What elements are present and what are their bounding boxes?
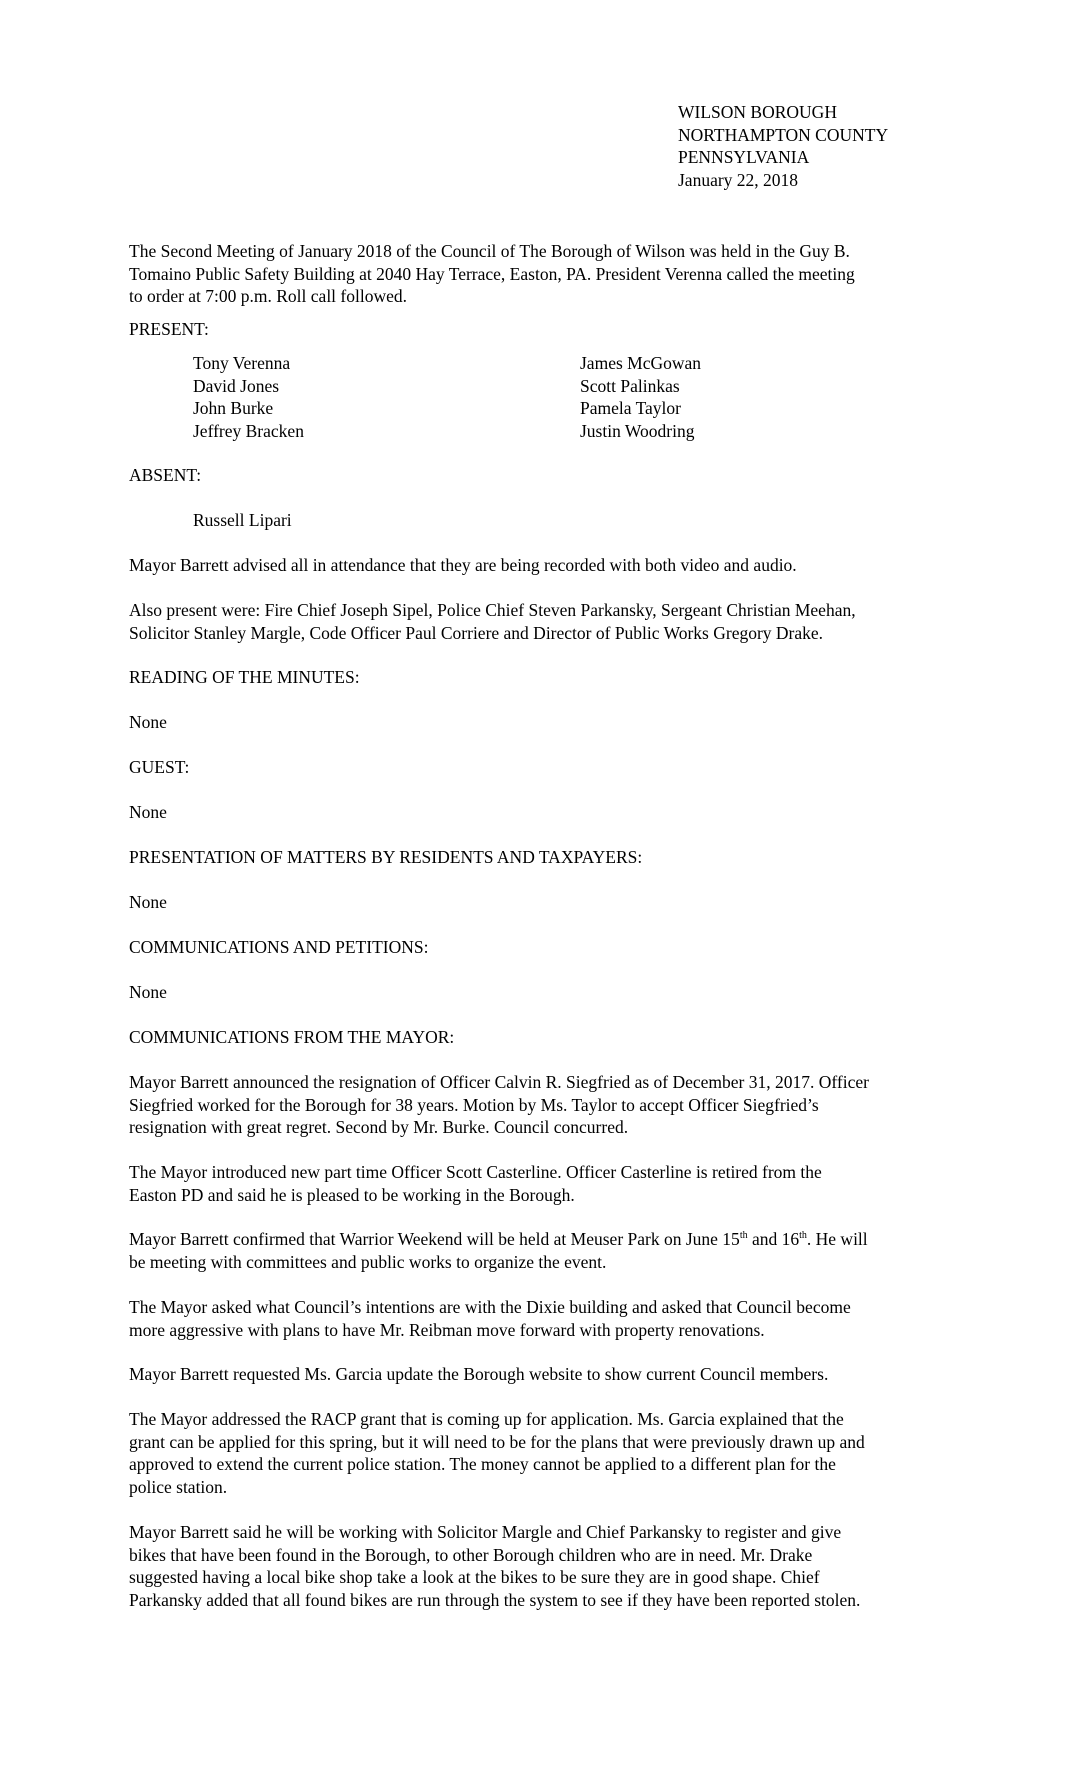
attendee-name: Tony Verenna [193,353,291,373]
also-present-line: Solicitor Stanley Margle, Code Officer Paul Corriere and Director of Public Works Gregory Drake. [129,622,824,643]
attendee-name: Jeffrey Bracken [193,420,304,441]
ordinal-suffix: th [799,1230,807,1242]
paragraph-line: police station. [129,1476,228,1497]
paragraph-line: bikes that have been found in the Borough, to other Borough children who are in need. Mr. Drake [129,1544,813,1565]
paragraph-line: Mayor Barrett announced the resignation of Officer Calvin R. Siegfried as of December 31, 2017. Officer [129,1072,869,1092]
mayor-heading: COMMUNICATIONS FROM THE MAYOR: [129,1027,455,1047]
absent-heading: ABSENT: [129,465,202,485]
paragraph-line: more aggressive with plans to have Mr. Reibman move forward with property renovations. [129,1319,765,1340]
attendee-name: Justin Woodring [580,420,695,441]
recording-notice: Mayor Barrett advised all in attendance that they are being recorded with both video and audio. [129,555,797,575]
attendee-name: Pamela Taylor [580,398,681,418]
ordinal-suffix: th [739,1230,748,1242]
attendee-name: James McGowan [580,353,702,373]
communications-body: None [129,982,167,1002]
paragraph-line: The Mayor introduced new part time Officer Scott Casterline. Officer Casterline is retired from the [129,1162,822,1182]
guest-heading: GUEST: [129,757,190,777]
meeting-date: January 22, 2018 [678,169,799,190]
mayor-paragraph-website [129,1363,969,1386]
paragraph-line: The Mayor asked what Council’s intentions are with the Dixie building and asked that Council become [129,1297,851,1317]
absent-name: Russell Lipari [193,510,292,530]
residents-body: None [129,892,167,912]
attendee-name: David Jones [193,375,280,396]
attendee-name: Scott Palinkas [580,375,680,396]
text-segment: . He will [806,1229,868,1249]
intro-line: Tomaino Public Safety Building at 2040 Hay Terrace, Easton, PA. President Verenna called the meeting [129,263,855,284]
mayor-paragraph-dixie-building [129,1296,969,1341]
paragraph-line: Mayor Barrett said he will be working with Solicitor Margle and Chief Parkansky to register and give [129,1522,842,1542]
county-name: NORTHAMPTON COUNTY [678,124,889,145]
present-left-column [193,352,304,442]
paragraph-line: Easton PD and said he is pleased to be working in the Borough. [129,1184,575,1205]
present-right-column [580,352,701,442]
guest-body: None [129,802,167,822]
paragraph-line: The Mayor addressed the RACP grant that is coming up for application. Ms. Garcia explained that the [129,1409,844,1429]
state-name: PENNSYLVANIA [678,147,810,167]
document-header [678,101,1058,191]
paragraph-line: Parkansky added that all found bikes are run through the system to see if they have been reported stolen. [129,1589,861,1610]
text-segment: Mayor Barrett confirmed that Warrior Weekend will be held at Meuser Park on June 15 [129,1229,740,1249]
paragraph-line: suggested having a local bike shop take a look at the bikes to be sure they are in good shape. Chief [129,1567,820,1587]
mayor-paragraph-warrior-weekend [129,1228,969,1273]
intro-line: to order at 7:00 p.m. Roll call followed. [129,286,408,306]
paragraph-line: Siegfried worked for the Borough for 38 years. Motion by Ms. Taylor to accept Officer Siegfried’s [129,1094,819,1115]
mayor-paragraph-racp-grant [129,1408,969,1498]
attendee-name: John Burke [193,398,274,418]
paragraph-line: be meeting with committees and public works to organize the event. [129,1251,607,1272]
also-present-line: Also present were: Fire Chief Joseph Sipel, Police Chief Steven Parkansky, Sergeant Christian Meehan, [129,600,856,620]
paragraph-line [129,1228,969,1251]
paragraph-line: Mayor Barrett requested Ms. Garcia update the Borough website to show current Council members. [129,1364,829,1384]
also-present-paragraph [129,599,969,644]
communications-heading: COMMUNICATIONS AND PETITIONS: [129,937,429,957]
residents-heading: PRESENTATION OF MATTERS BY RESIDENTS AND TAXPAYERS: [129,847,643,867]
text-segment: and 16 [747,1229,800,1249]
mayor-paragraph-bikes [129,1521,969,1611]
paragraph-line: approved to extend the current police station. The money cannot be applied to a different plan for the [129,1454,836,1474]
paragraph-line: grant can be applied for this spring, but it will need to be for the plans that were previously drawn up and [129,1431,865,1452]
intro-paragraph [129,240,969,308]
mayor-paragraph-resignation [129,1071,969,1139]
paragraph-line: resignation with great regret. Second by Mr. Burke. Council concurred. [129,1117,629,1137]
minutes-heading: READING OF THE MINUTES: [129,667,360,687]
borough-name: WILSON BOROUGH [678,102,837,122]
minutes-body: None [129,712,167,732]
present-heading: PRESENT: [129,319,209,339]
mayor-paragraph-new-officer [129,1161,969,1206]
intro-line: The Second Meeting of January 2018 of the Council of The Borough of Wilson was held in the Guy B. [129,241,850,261]
